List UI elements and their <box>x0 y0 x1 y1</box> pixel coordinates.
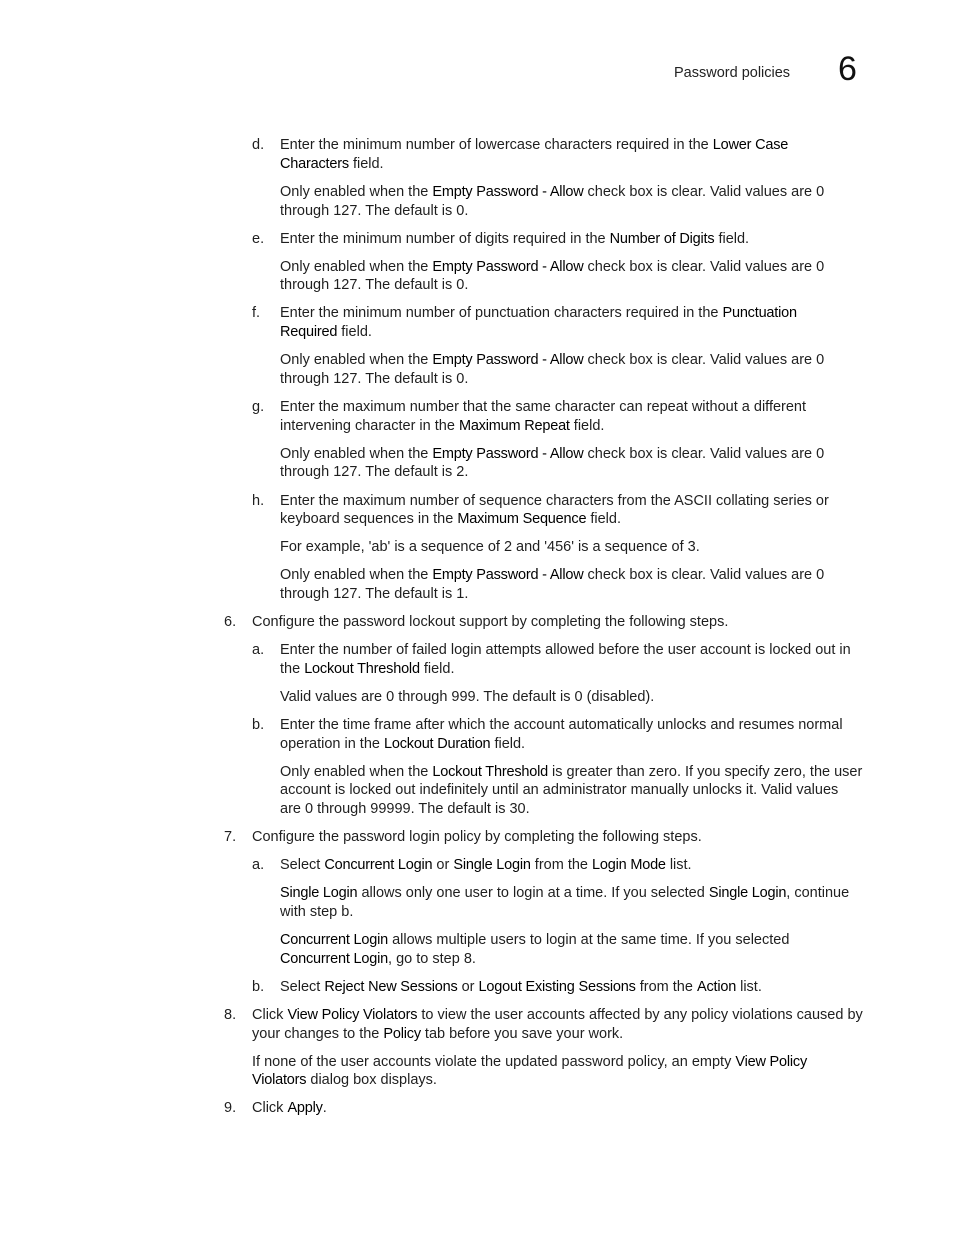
text-line <box>280 492 829 510</box>
text-line <box>280 950 476 968</box>
text-run: , go to step 8. <box>388 951 476 967</box>
text-line <box>280 155 384 173</box>
ui-term: Single Login <box>708 885 787 901</box>
text-run: Click <box>252 1007 288 1023</box>
text-run: from the <box>530 857 593 873</box>
text-run: For example, 'ab' is a sequence of 2 and '456' is a sequence of 3. <box>280 539 700 555</box>
text-run: are 0 through 99999. The default is 30. <box>280 801 530 817</box>
text-run: Enter the minimum number of lowercase characters required in the <box>280 137 713 153</box>
ui-term: Reject New Sessions <box>324 979 458 995</box>
text-line <box>280 417 604 435</box>
text-run: is greater than zero. If you specify zero, the user <box>548 764 863 780</box>
ui-term: Lockout Threshold <box>304 661 420 677</box>
text-line <box>280 641 851 659</box>
ui-term: Lockout Duration <box>384 736 491 752</box>
text-line <box>280 585 468 603</box>
text-run: Enter the number of failed login attempts allowed before the user account is locked out in <box>280 642 851 658</box>
step-marker: h. <box>252 493 265 509</box>
ui-term: View Policy Violators <box>287 1007 418 1023</box>
text-run: Click <box>252 1100 288 1116</box>
text-line <box>280 398 806 416</box>
text-line <box>280 304 797 322</box>
ui-term: Empty Password - Allow <box>432 446 584 462</box>
text-line <box>280 538 700 556</box>
ui-term: View Policy <box>735 1054 808 1070</box>
text-line <box>280 688 654 706</box>
text-run: list. <box>736 979 762 995</box>
ui-term: Empty Password - Allow <box>432 567 584 583</box>
step-marker: b. <box>252 717 265 733</box>
ui-term: Empty Password - Allow <box>432 352 584 368</box>
step-marker: d. <box>252 137 265 153</box>
text-line <box>280 258 824 276</box>
text-run: to view the user accounts affected by any policy violations caused by <box>417 1007 863 1023</box>
ui-term: Login Mode <box>592 857 666 873</box>
ui-term: Single Login <box>453 857 531 873</box>
text-run: from the <box>635 979 697 995</box>
text-run: with step b. <box>280 904 354 920</box>
chapter-number: 6 <box>838 50 857 88</box>
text-run: Only enabled when the <box>280 764 433 780</box>
text-run: , continue <box>786 885 850 901</box>
text-run: tab before you save your work. <box>420 1026 624 1042</box>
ui-term: Maximum Sequence <box>457 511 587 527</box>
ui-term: Concurrent Login <box>280 932 389 948</box>
step-marker: a. <box>252 857 265 873</box>
ui-term: Required <box>280 324 338 340</box>
text-run: dialog box displays. <box>306 1072 437 1088</box>
text-run: check box is clear. Valid values are 0 <box>583 259 825 275</box>
text-line <box>252 1006 863 1024</box>
text-line <box>252 1071 437 1089</box>
text-run: check box is clear. Valid values are 0 <box>583 184 825 200</box>
text-line <box>280 323 372 341</box>
text-run: field. <box>490 736 526 752</box>
ui-term: Single Login <box>280 885 358 901</box>
ui-term: Lower Case <box>712 137 789 153</box>
text-line <box>280 463 468 481</box>
text-run: Only enabled when the <box>280 446 433 462</box>
ui-term: Empty Password - Allow <box>432 259 584 275</box>
text-line <box>280 660 455 678</box>
ui-term: Characters <box>280 156 349 172</box>
text-line <box>280 445 824 463</box>
step-marker: 9. <box>224 1100 237 1116</box>
text-run: keyboard sequences in the <box>280 511 458 527</box>
text-line <box>280 716 843 734</box>
text-run: Enter the maximum number that the same character can repeat without a different <box>280 399 807 415</box>
text-run: Configure the password login policy by completing the following steps. <box>252 829 702 845</box>
text-run: allows multiple users to login at the same time. If you selected <box>388 932 790 948</box>
text-run: field. <box>348 156 384 172</box>
text-line <box>280 566 824 584</box>
ui-term: Empty Password - Allow <box>432 184 584 200</box>
text-run: Enter the maximum number of sequence characters from the ASCII collating series or <box>280 493 829 509</box>
step-marker: g. <box>252 399 265 415</box>
step-marker: b. <box>252 979 265 995</box>
ui-term: Lockout Threshold <box>432 764 548 780</box>
text-run: through 127. The default is 2. <box>280 464 469 480</box>
text-run: Only enabled when the <box>280 567 433 583</box>
text-run: operation in the <box>280 736 384 752</box>
running-header-title: Password policies <box>674 65 791 81</box>
step-marker: 7. <box>224 829 237 845</box>
ui-term: Violators <box>252 1072 307 1088</box>
ui-term: Policy <box>383 1026 421 1042</box>
step-marker: e. <box>252 231 265 247</box>
ui-term: Logout Existing Sessions <box>478 979 636 995</box>
ui-term: Maximum Repeat <box>458 418 570 434</box>
text-line <box>280 351 824 369</box>
text-line <box>280 884 849 902</box>
text-run: field. <box>337 324 372 340</box>
ui-term: Apply <box>287 1100 323 1116</box>
ui-term: Punctuation <box>722 305 797 321</box>
text-line <box>280 763 862 781</box>
text-run: Select <box>280 857 325 873</box>
text-line <box>280 202 468 220</box>
text-run: check box is clear. Valid values are 0 <box>583 446 825 462</box>
text-line <box>252 613 728 631</box>
text-line <box>252 1099 327 1117</box>
text-line <box>280 856 692 874</box>
ui-term: Number of Digits <box>609 231 715 247</box>
text-run: check box is clear. Valid values are 0 <box>583 567 825 583</box>
ui-term: Concurrent Login <box>324 857 433 873</box>
text-run: Only enabled when the <box>280 184 433 200</box>
text-run: Configure the password lockout support by completing the following steps. <box>252 614 729 630</box>
text-run: list. <box>665 857 692 873</box>
text-run: or <box>457 979 479 995</box>
text-line <box>280 230 749 248</box>
text-run: account is locked out indefinitely until an administrator manually unlocks it. Valid values <box>280 782 839 798</box>
text-run: Select <box>280 979 325 995</box>
text-run: check box is clear. Valid values are 0 <box>583 352 825 368</box>
step-marker: f. <box>252 305 261 321</box>
text-line <box>280 370 468 388</box>
text-line <box>280 903 353 921</box>
text-run: field. <box>586 511 621 527</box>
text-run: through 127. The default is 0. <box>280 203 469 219</box>
text-run: through 127. The default is 0. <box>280 277 469 293</box>
text-line <box>280 800 530 818</box>
text-run: field. <box>714 231 750 247</box>
text-line <box>252 1053 807 1071</box>
text-line <box>280 183 824 201</box>
text-run: Valid values are 0 through 999. The default is 0 (disabled). <box>280 689 655 705</box>
text-line <box>280 510 621 528</box>
text-line <box>280 276 468 294</box>
text-run: If none of the user accounts violate the updated password policy, an empty <box>252 1054 736 1070</box>
text-run: Enter the minimum number of digits required in the <box>280 231 610 247</box>
text-line <box>280 931 789 949</box>
step-marker: a. <box>252 642 265 658</box>
text-run: the <box>280 661 305 677</box>
text-run: field. <box>419 661 455 677</box>
text-line <box>280 735 525 753</box>
text-run: Enter the time frame after which the account automatically unlocks and resumes normal <box>280 717 843 733</box>
text-run: through 127. The default is 1. <box>280 586 469 602</box>
text-run: Only enabled when the <box>280 259 433 275</box>
text-run: or <box>432 857 454 873</box>
step-marker: 6. <box>224 614 237 630</box>
text-run: Enter the minimum number of punctuation characters required in the <box>280 305 723 321</box>
text-run: intervening character in the <box>280 418 459 434</box>
text-run: field. <box>569 418 605 434</box>
text-line <box>280 978 762 996</box>
ui-term: Concurrent Login <box>280 951 389 967</box>
text-run: through 127. The default is 0. <box>280 371 469 387</box>
text-line <box>252 1025 623 1043</box>
text-run: your changes to the <box>252 1026 384 1042</box>
text-line <box>252 828 702 846</box>
text-run: Only enabled when the <box>280 352 433 368</box>
text-run: . <box>322 1100 327 1116</box>
text-run: allows only one user to login at a time. If you selected <box>357 885 709 901</box>
text-line <box>280 136 788 154</box>
step-marker: 8. <box>224 1007 237 1023</box>
text-line <box>280 781 838 799</box>
ui-term: Action <box>696 979 737 995</box>
